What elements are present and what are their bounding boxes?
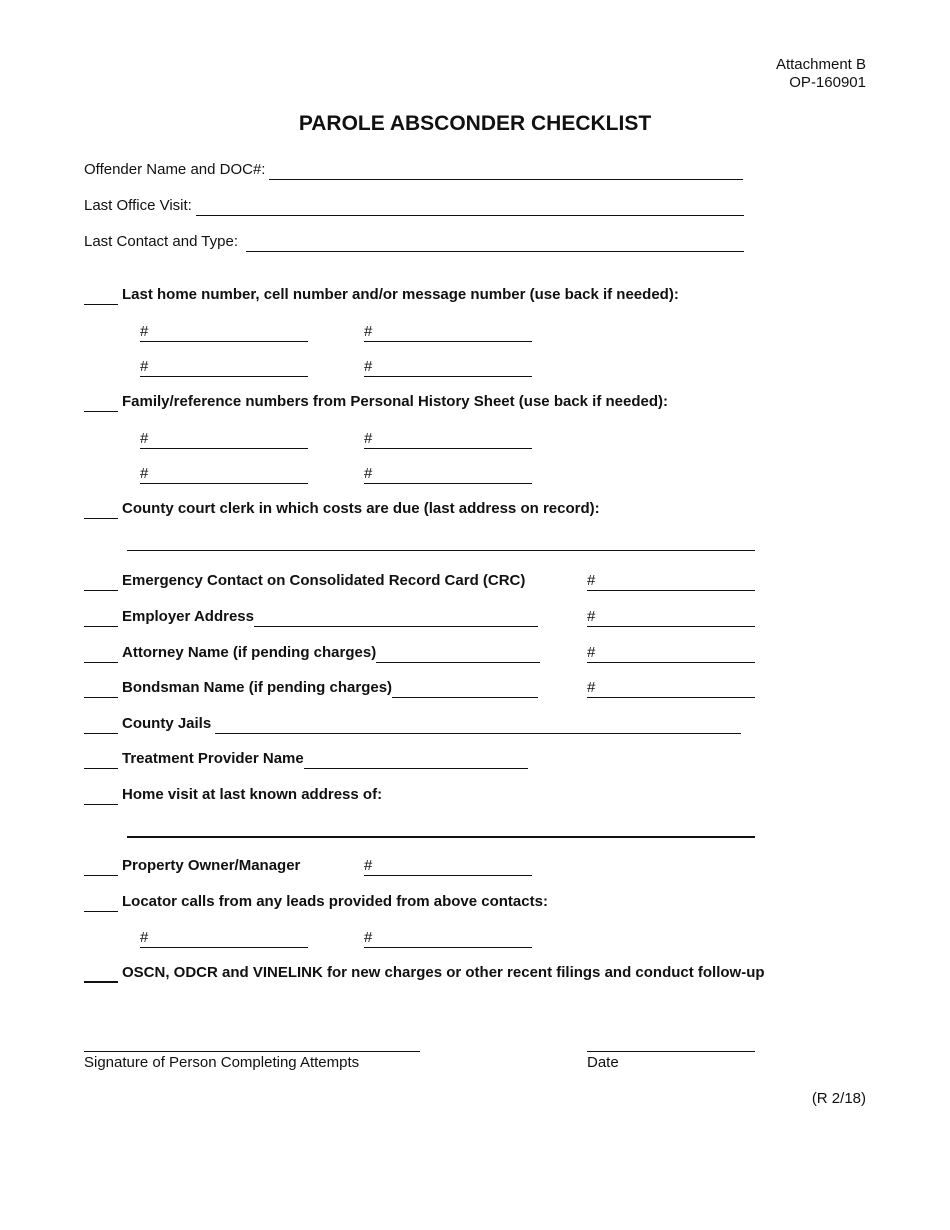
date-label: Date — [587, 1054, 619, 1071]
last-office-visit-row — [84, 196, 744, 216]
phone-field[interactable] — [140, 429, 308, 449]
hash-symbol: # — [587, 679, 596, 696]
hash-symbol: # — [364, 430, 373, 447]
phone-field[interactable] — [364, 856, 532, 876]
item-label: Treatment Provider Name — [122, 750, 304, 767]
hash-symbol: # — [364, 857, 373, 874]
item-label: County court clerk in which costs are due (last address on record): — [122, 500, 600, 517]
checklist-item-oscn — [84, 963, 765, 983]
page-title: PAROLE ABSCONDER CHECKLIST — [298, 112, 652, 135]
phone-field[interactable] — [364, 429, 532, 449]
item-label: Locator calls from any leads provided from above contacts: — [122, 893, 548, 910]
item-label: Employer Address — [122, 608, 254, 625]
last-contact-field[interactable] — [246, 235, 744, 252]
hash-symbol: # — [140, 465, 149, 482]
phone-field[interactable] — [587, 571, 755, 591]
checkbox-blank[interactable] — [84, 719, 118, 734]
checkbox-blank[interactable] — [84, 648, 118, 663]
offender-name-label: Offender Name and DOC#: — [84, 161, 266, 178]
last-contact-row — [84, 232, 744, 252]
phone-field[interactable] — [364, 464, 532, 484]
last-contact-label: Last Contact and Type: — [84, 233, 238, 250]
item-label: Last home number, cell number and/or message number (use back if needed): — [122, 286, 679, 303]
hash-symbol: # — [140, 430, 149, 447]
phone-field[interactable] — [587, 607, 755, 627]
checklist-item-county-court — [84, 499, 600, 519]
attorney-name-field[interactable] — [376, 646, 540, 663]
phone-field[interactable] — [140, 322, 308, 342]
phone-field[interactable] — [364, 928, 532, 948]
county-jails-field[interactable] — [215, 717, 741, 734]
phone-field[interactable] — [587, 643, 755, 663]
hash-symbol: # — [140, 929, 149, 946]
signature-line[interactable] — [84, 1051, 420, 1052]
checklist-item-bondsman — [84, 678, 538, 698]
phone-field[interactable] — [364, 357, 532, 377]
home-visit-address-line[interactable] — [127, 836, 755, 838]
county-court-address-line[interactable] — [127, 550, 755, 551]
item-label: Attorney Name (if pending charges) — [122, 644, 377, 661]
item-label: OSCN, ODCR and VINELINK for new charges or other recent filings and conduct follow-up — [122, 964, 765, 981]
checklist-item-property-owner — [84, 856, 300, 876]
phone-field[interactable] — [587, 678, 755, 698]
hash-symbol: # — [364, 323, 373, 340]
hash-symbol: # — [364, 358, 373, 375]
hash-symbol: # — [140, 358, 149, 375]
item-label: Family/reference numbers from Personal History Sheet (use back if needed): — [122, 393, 669, 410]
phone-field[interactable] — [140, 464, 308, 484]
item-label: Emergency Contact on Consolidated Record Card (CRC) — [122, 572, 526, 589]
hash-symbol: # — [364, 465, 373, 482]
checklist-item-family-numbers — [84, 392, 668, 412]
treatment-provider-field[interactable] — [304, 752, 528, 769]
checklist-item-employer — [84, 607, 538, 627]
checkbox-blank[interactable] — [84, 683, 118, 698]
hash-symbol: # — [140, 323, 149, 340]
checkbox-blank[interactable] — [84, 967, 118, 983]
offender-name-field[interactable] — [269, 163, 743, 180]
hash-symbol: # — [587, 644, 596, 661]
attachment-label: Attachment B — [775, 56, 866, 73]
checkbox-blank[interactable] — [84, 861, 118, 876]
hash-symbol: # — [587, 572, 596, 589]
checklist-item-emergency-contact — [84, 571, 525, 591]
offender-name-row — [84, 160, 743, 180]
op-number: OP-160901 — [789, 74, 866, 91]
item-label: Bondsman Name (if pending charges) — [122, 679, 393, 696]
checkbox-blank[interactable] — [84, 290, 118, 305]
checkbox-blank[interactable] — [84, 397, 118, 412]
checklist-item-attorney — [84, 643, 540, 663]
hash-symbol: # — [587, 608, 596, 625]
hash-symbol: # — [364, 929, 373, 946]
last-office-visit-field[interactable] — [196, 199, 744, 216]
checkbox-blank[interactable] — [84, 504, 118, 519]
item-label: Home visit at last known address of: — [122, 786, 383, 803]
employer-address-field[interactable] — [254, 610, 538, 627]
checkbox-blank[interactable] — [84, 897, 118, 912]
checkbox-blank[interactable] — [84, 612, 118, 627]
bondsman-name-field[interactable] — [392, 681, 538, 698]
checklist-item-home-visit — [84, 785, 382, 805]
checklist-item-county-jails — [84, 714, 741, 734]
phone-field[interactable] — [140, 357, 308, 377]
revision-label: (R 2/18) — [811, 1090, 866, 1107]
item-label: Property Owner/Manager — [122, 857, 301, 874]
phone-field[interactable] — [140, 928, 308, 948]
signature-label: Signature of Person Completing Attempts — [84, 1054, 360, 1071]
phone-field[interactable] — [364, 322, 532, 342]
checklist-item-home-number — [84, 285, 679, 305]
last-office-visit-label: Last Office Visit: — [84, 197, 192, 214]
date-line[interactable] — [587, 1051, 755, 1052]
checkbox-blank[interactable] — [84, 576, 118, 591]
checklist-item-locator-calls — [84, 892, 548, 912]
checkbox-blank[interactable] — [84, 790, 118, 805]
item-label: County Jails — [122, 715, 212, 732]
checklist-item-treatment — [84, 749, 528, 769]
checkbox-blank[interactable] — [84, 754, 118, 769]
